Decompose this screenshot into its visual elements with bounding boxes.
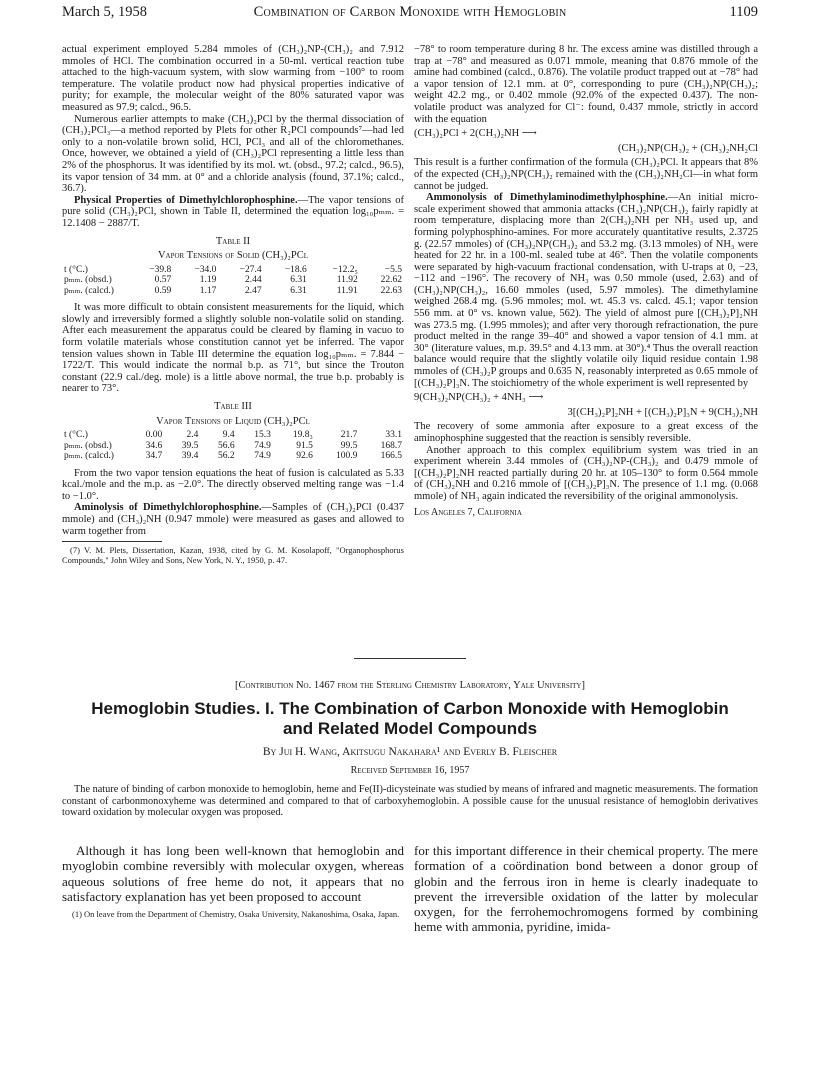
table3-cell: 34.6 (145, 440, 163, 451)
table2-cell: −12.2₅ (332, 264, 358, 275)
table-2-title: Table II (215, 235, 251, 247)
table3-row (62, 430, 404, 441)
table-3-title: Table III (214, 400, 252, 412)
table2-cell: 6.31 (290, 285, 307, 296)
table2-cell: −34.0 (194, 264, 217, 275)
table3-cell: 39.4 (181, 451, 199, 462)
page-header (62, 4, 758, 26)
table3-cell: 168.7 (380, 440, 402, 451)
table2-cell: 1.17 (199, 285, 217, 296)
table-2 (62, 265, 404, 297)
table3-cell: 56.6 (217, 440, 235, 451)
left-paragraph-2: Numerous earlier attempts to make (CH₃)₂PCl by the thermal dissociation of (CH₃)₂PCl₃—a method reported by Plets for other R₂PCl compounds⁷—had led only to a non-volatile brown solid, HCl, PCl₃ and all of the chloromethanes. Once, however, we obtained a yield of (CH₃)₂PCl representing a little less than 2% of the phosphorus. It was identified by its mol. wt. (obsd., 97.2; calcd., 96.5), its vapor tension of 34 mm. at 0° and a chloride analysis (found, 37.1%; calcd., 36.7). (62, 113, 404, 195)
table3-cell: 2.4 (186, 430, 199, 441)
table3-cell: 21.7 (340, 430, 358, 441)
table3-cell: 74.9 (254, 440, 271, 451)
table3-cell: 9.4 (222, 430, 235, 441)
table3-cell: 0.00 (145, 430, 163, 441)
right-paragraph-5: Another approach to this complex equilibrium system was tried in an experiment wherein 3.44 mmoles of (CH₃)₂NP-(CH₃)₂ and 0.479 mmole of [(CH₃)₂P]₂NH reacted partially during 20 hr. at 105–130° to form 0.564 mmole of (CH₃)₂NH and 0.216 mmole of [(CH₃)₂P]₃N. The presence of 1.1 mg. (0.068 mmole) of NH₃ again indicated the reversibility of the original ammonolysis. (414, 444, 758, 502)
table-3 (62, 430, 404, 462)
table3-row-label: t (°C.) (64, 430, 88, 441)
right-paragraph-1: −78° to room temperature during 8 hr. The excess amine was distilled through a trap at −78° and measured as 0.071 mmole, meaning that 0.876 mmole of the amine had combined (calcd., 0.876). The volatile product trapped out at −78° had a vapor tension of 12.1 mm. at 0°, corresponding to pure (CH₃)₂NP(CH₃)₂; weight 42.2 mg., or 0.402 mmole (92.0% of the expected 0.437). The non-volatile product was analyzed for Cl⁻: found, 0.437 mmole, strictly in accord with the equation (414, 44, 758, 125)
table3-cell: 99.5 (340, 440, 358, 451)
body-left-column (62, 843, 404, 920)
table2-row (62, 286, 404, 297)
left-paragraph-1: actual experiment employed 5.284 mmoles of (CH₃)₂NP-(CH₃)₂ and 7.912 mmoles of HCl. The combination occurred in a 50-ml. vertical reaction tube attached to the high-vacuum system, with slow warming from −100° to room temperature. The volatile product now had physical properties indicative of purity; for example, the molecular weight of the 80% saturated vapor was measured as 97.9; calcd., 96.5. (62, 44, 404, 113)
table3-row-label: pₘₘ. (calcd.) (64, 451, 114, 462)
table2-row-label: pₘₘ. (obsd.) (64, 275, 112, 286)
left-paragraph-5: From the two vapor tension equations the heat of fusion is calculated as 5.33 kcal./mole and the m.p. as −2.0°. The directly observed melting range was −1.4 to −1.0°. (62, 467, 404, 502)
article-title-line-2: and Related Model Compounds (282, 719, 538, 738)
footnote-1: (1) On leave from the Department of Chemistry, Osaka University, Nakanoshima, Osaka, Japan. (72, 909, 400, 920)
table2-cell: −18.6 (284, 264, 307, 275)
table3-cell: 39.5 (181, 440, 199, 451)
left-paragraph-3-text: —The vapor tensions of pure solid (CH₃)₂PCl, shown in Table II, determined the equation log₁₀pₘₘ. = 12.1408 − 2887/T. (62, 194, 404, 229)
table2-cell: 11.92 (336, 275, 358, 286)
body-left-paragraph: Although it has long been well-known that hemoglobin and myoglobin combine reversibly with molecular oxygen, whereas aqueous solutions of free heme do not, it appears that no satisfactory explanation has yet been proposed to account (62, 843, 404, 904)
table2-cell: −5.5 (384, 264, 402, 275)
table2-cell: 2.47 (244, 285, 262, 296)
left-paragraph-3 (62, 195, 404, 230)
table2-row (62, 275, 404, 286)
table2-cell: 11.91 (336, 285, 358, 296)
right-column (414, 44, 758, 518)
section-heading-ammonolysis: Ammonolysis of Dimethylaminodimethylphosphine. (426, 192, 668, 204)
header-date: March 5, 1958 (62, 4, 147, 20)
table2-cell: 0.59 (154, 285, 172, 296)
table3-cell: 92.6 (296, 451, 313, 462)
article-title-line-1: Hemoglobin Studies. I. The Combination of Carbon Monoxide with Hemoglobin (91, 699, 729, 718)
table2-cell: 2.44 (244, 275, 262, 286)
right-paragraph-3-text: —An initial micro-scale experiment showed that ammonia attacks (CH₃)₂NP(CH₃)₂ fairly rapidly at room temperature, displacing more than 2(CH₃)₂NH per NH₃ used up, and forming polyphosphino-amines. For more accurately quantitative results, 2.3725 g. (22.57 mmoles) of (CH₃)₂NP(CH₃)₂ and 53.2 mg. (3.13 mmoles) of NH₃ were heated for 22 hr. in a 100-ml. sealed tube at 46°. Then the volatile components were separated by high-vacuum fractional condensation, with U-traps at 0, −23, −112 and −196°. The recovery of NH₃ was 0.50 mmole (used, 2.63) and of (CH₃)₂NP(CH₃)₂, 16.60 mmoles (used, 5.97 mmoles). The dimethylamine weighed 268.4 mg. (5.96 mmoles; mol. wt. 45.3 vs. calcd. 45.1; vapor tension 556 mm. at 0° vs. known value, 562). The yield of almost pure [(CH₃)₂P]₂NH was 273.5 mg. (1.995 mmoles); and after very thorough refractionation, the pure product melted in the range 39–40° and showed a vapor tension of 4.1 mm. at 30° (literature values, m.p. 39.5° and 4.13 mm. at 30°).⁴ Thus the overall reaction balance would require that the slightly volatile oily liquid residue contain 1.98 mmoles of (CH₃)₂P groups and 0.635 N, reasonably interpreted as 0.65 mmole of [(CH₃)₂P]₃N. The stoichiometry of the whole experiment is well represented by (414, 192, 758, 389)
table3-row (62, 441, 404, 452)
table2-row-label: pₘₘ. (calcd.) (64, 285, 114, 296)
table3-cell: 34.7 (145, 451, 163, 462)
table3-cell: 15.3 (254, 430, 271, 441)
table2-row-label: t (°C.) (64, 264, 88, 275)
received-date: Received September 16, 1957 (350, 765, 470, 776)
table2-row (62, 265, 404, 276)
table3-cell: 19.8₃ (292, 430, 313, 441)
table3-cell: 33.1 (385, 430, 402, 441)
article-separator (354, 658, 466, 659)
table2-cell: 22.62 (380, 275, 402, 286)
section-heading-aminolysis: Aminolysis of Dimethylchlorophosphine. (74, 502, 262, 514)
left-paragraph-6 (62, 502, 404, 537)
left-column (62, 44, 404, 565)
table2-cell: 1.19 (199, 275, 217, 286)
table3-cell: 166.5 (380, 451, 402, 462)
table2-cell: −39.8 (149, 264, 172, 275)
table3-cell: 91.5 (296, 440, 313, 451)
body-right-column (414, 843, 758, 935)
equation-2-left: 9(CH₃)₂NP(CH₃)₂ + 4NH₃ ⟶ (414, 392, 544, 404)
table3-cell: 100.9 (336, 451, 358, 462)
footnote-7: (7) V. M. Plets, Dissertation, Kazan, 1938, cited by G. M. Kosolapoff, "Organophosphorus Compounds," John Wiley and Sons, New York, N. Y., 1950, p. 47. (62, 545, 404, 565)
table3-row-label: pₘₘ. (obsd.) (64, 440, 112, 451)
contribution-line: [Contribution No. 1467 from the Sterling Chemistry Laboratory, Yale University] (235, 680, 585, 691)
body-right-paragraph: for this important difference in their chemical property. The mere formation of a coördination bond between a donor group of globin and the ferrous iron in heme is clearly inadequate to prevent the irreversible oxidation of the latter by molecular oxygen, for the ferrohemochromogens formed by combining heme with ammonia, pyridine, imida- (414, 843, 758, 935)
section-heading-physical-properties: Physical Properties of Dimethylchlorophosphine. (74, 194, 298, 206)
equation-2-right: 3[(CH₃)₂P]₂NH + [(CH₃)₂P]₃N + 9(CH₃)₂NH (567, 406, 758, 418)
right-paragraph-2: This result is a further confirmation of the formula (CH₃)₂PCl. It appears that 8% of the expected (CH₃)₂NP(CH₃)₂ remained with the (CH₃)₂NH₂Cl—in what form cannot be judged. (414, 157, 758, 192)
right-paragraph-4: The recovery of some ammonia after exposure to a great excess of the aminophosphine suggested that the reaction is sensibly reversible. (414, 421, 758, 444)
equation-1-right: (CH₃)₂NP(CH₃)₂ + (CH₃)₂NH₂Cl (617, 142, 758, 154)
affiliation: Los Angeles 7, California (414, 506, 522, 518)
article-title (62, 699, 758, 739)
table2-cell: −27.4 (239, 264, 262, 275)
equation-1-left: (CH₃)₂PCl + 2(CH₃)₂NH ⟶ (414, 128, 537, 140)
left-paragraph-6-text: —Samples of (CH₃)₂PCl (0.437 mmole) and (CH₃)₂NH (0.947 mmole) were measured as gases and allowed to warm together from (62, 502, 404, 537)
table3-cell: 56.2 (217, 451, 235, 462)
table2-cell: 6.31 (290, 275, 307, 286)
table3-row (62, 451, 404, 462)
table-3-caption: Vapor Tensions of Liquid (CH₃)₂PCl (156, 415, 310, 427)
table2-cell: 22.63 (380, 285, 402, 296)
abstract: The nature of binding of carbon monoxide to hemoglobin, heme and Fe(II)-dicysteinate was studied by means of infrared and magnetic measurements. The formation constant of carbonmonoxyheme was determined and compared to that of carboxyhemoglobin. A possible cause for the unusual resistance of hemoglobin derivatives toward oxidation by molecular oxygen was proposed. (62, 784, 758, 818)
right-paragraph-3 (414, 192, 758, 389)
footnote-rule (62, 541, 162, 542)
table3-cell: 74.9 (254, 451, 271, 462)
table2-cell: 0.57 (154, 275, 172, 286)
table-2-caption: Vapor Tensions of Solid (CH₃)₂PCl (157, 250, 309, 262)
header-running-title: Combination of Carbon Monoxide with Hemoglobin (253, 4, 567, 20)
left-paragraph-4: It was more difficult to obtain consistent measurements for the liquid, which slowly and irreversibly formed a slightly soluble non-volatile solid on standing. After each measurement the apparatus could be cleared by flaming in vacuo to form volatile materials whose constitution cannot yet be inferred. The vapor tension values shown in Table III determine the equation log₁₀pₘₘ. = 7.844 − 1722/T. This would indicate the normal b.p. as 71°, but since the Trouton constant (22.9 cal./deg. mole) is a little above normal, the true b.p. probably is nearer to 73°. (62, 302, 404, 395)
header-page-number: 1109 (729, 4, 758, 20)
article-authors: By Jui H. Wang, Akitsugu Nakahara¹ and Everly B. Fleischer (262, 746, 558, 758)
